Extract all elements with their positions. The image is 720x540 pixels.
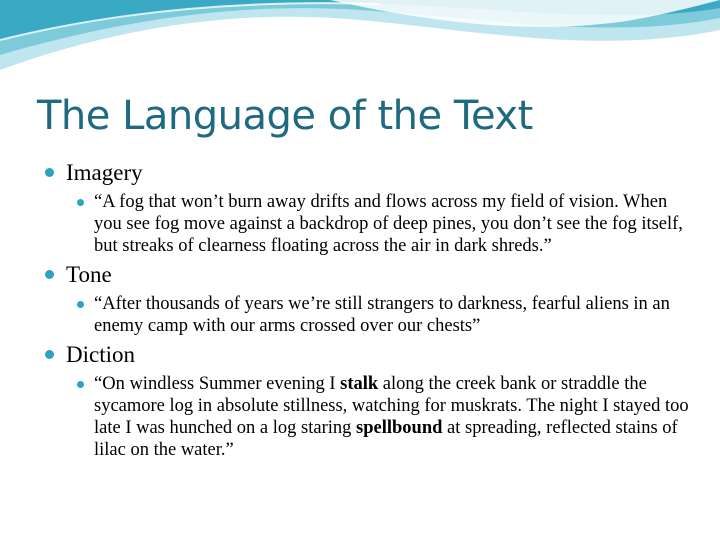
quote-tone <box>44 293 694 337</box>
bullet-icon <box>45 168 54 177</box>
heading-imagery: Imagery <box>66 160 143 185</box>
quote-diction-part-1: “On windless Summer evening I <box>94 374 341 394</box>
quote-diction-emphasis-spellbound: spellbound <box>356 418 443 438</box>
bullet-icon <box>77 199 84 206</box>
bullet-icon <box>77 301 84 308</box>
bullet-icon <box>77 381 84 388</box>
bullet-icon <box>45 350 54 359</box>
quote-diction-part-2: along the creek bank or straddle the sycamore log in absolute stillness, watching for muskrats. The night I stayed too late I was hunched on a log staring <box>94 374 689 438</box>
list-item-diction <box>44 341 694 369</box>
slide-title: The Language of the Text <box>37 93 533 139</box>
list-item-imagery <box>44 159 694 187</box>
quote-diction-part-3: at spreading, reflected stains of lilac on the water.” <box>94 418 678 460</box>
heading-diction: Diction <box>66 342 135 367</box>
quote-diction-emphasis-stalk: stalk <box>340 374 379 394</box>
list-item-tone <box>44 261 694 289</box>
bullet-list <box>44 155 694 465</box>
header-wave-decoration <box>0 0 720 90</box>
bullet-icon <box>45 270 54 279</box>
quote-diction <box>44 373 694 461</box>
heading-tone: Tone <box>66 262 112 287</box>
quote-tone-text: “After thousands of years we’re still strangers to darkness, fearful aliens in an enemy camp with our arms crossed over our chests” <box>94 294 670 336</box>
quote-imagery-text: “A fog that won’t burn away drifts and flows across my field of vision. When you see fog move against a backdrop of deep pines, you don’t see the fog itself, but streaks of clearness floating across the air in dark shreds.” <box>94 192 683 256</box>
quote-imagery <box>44 191 694 257</box>
